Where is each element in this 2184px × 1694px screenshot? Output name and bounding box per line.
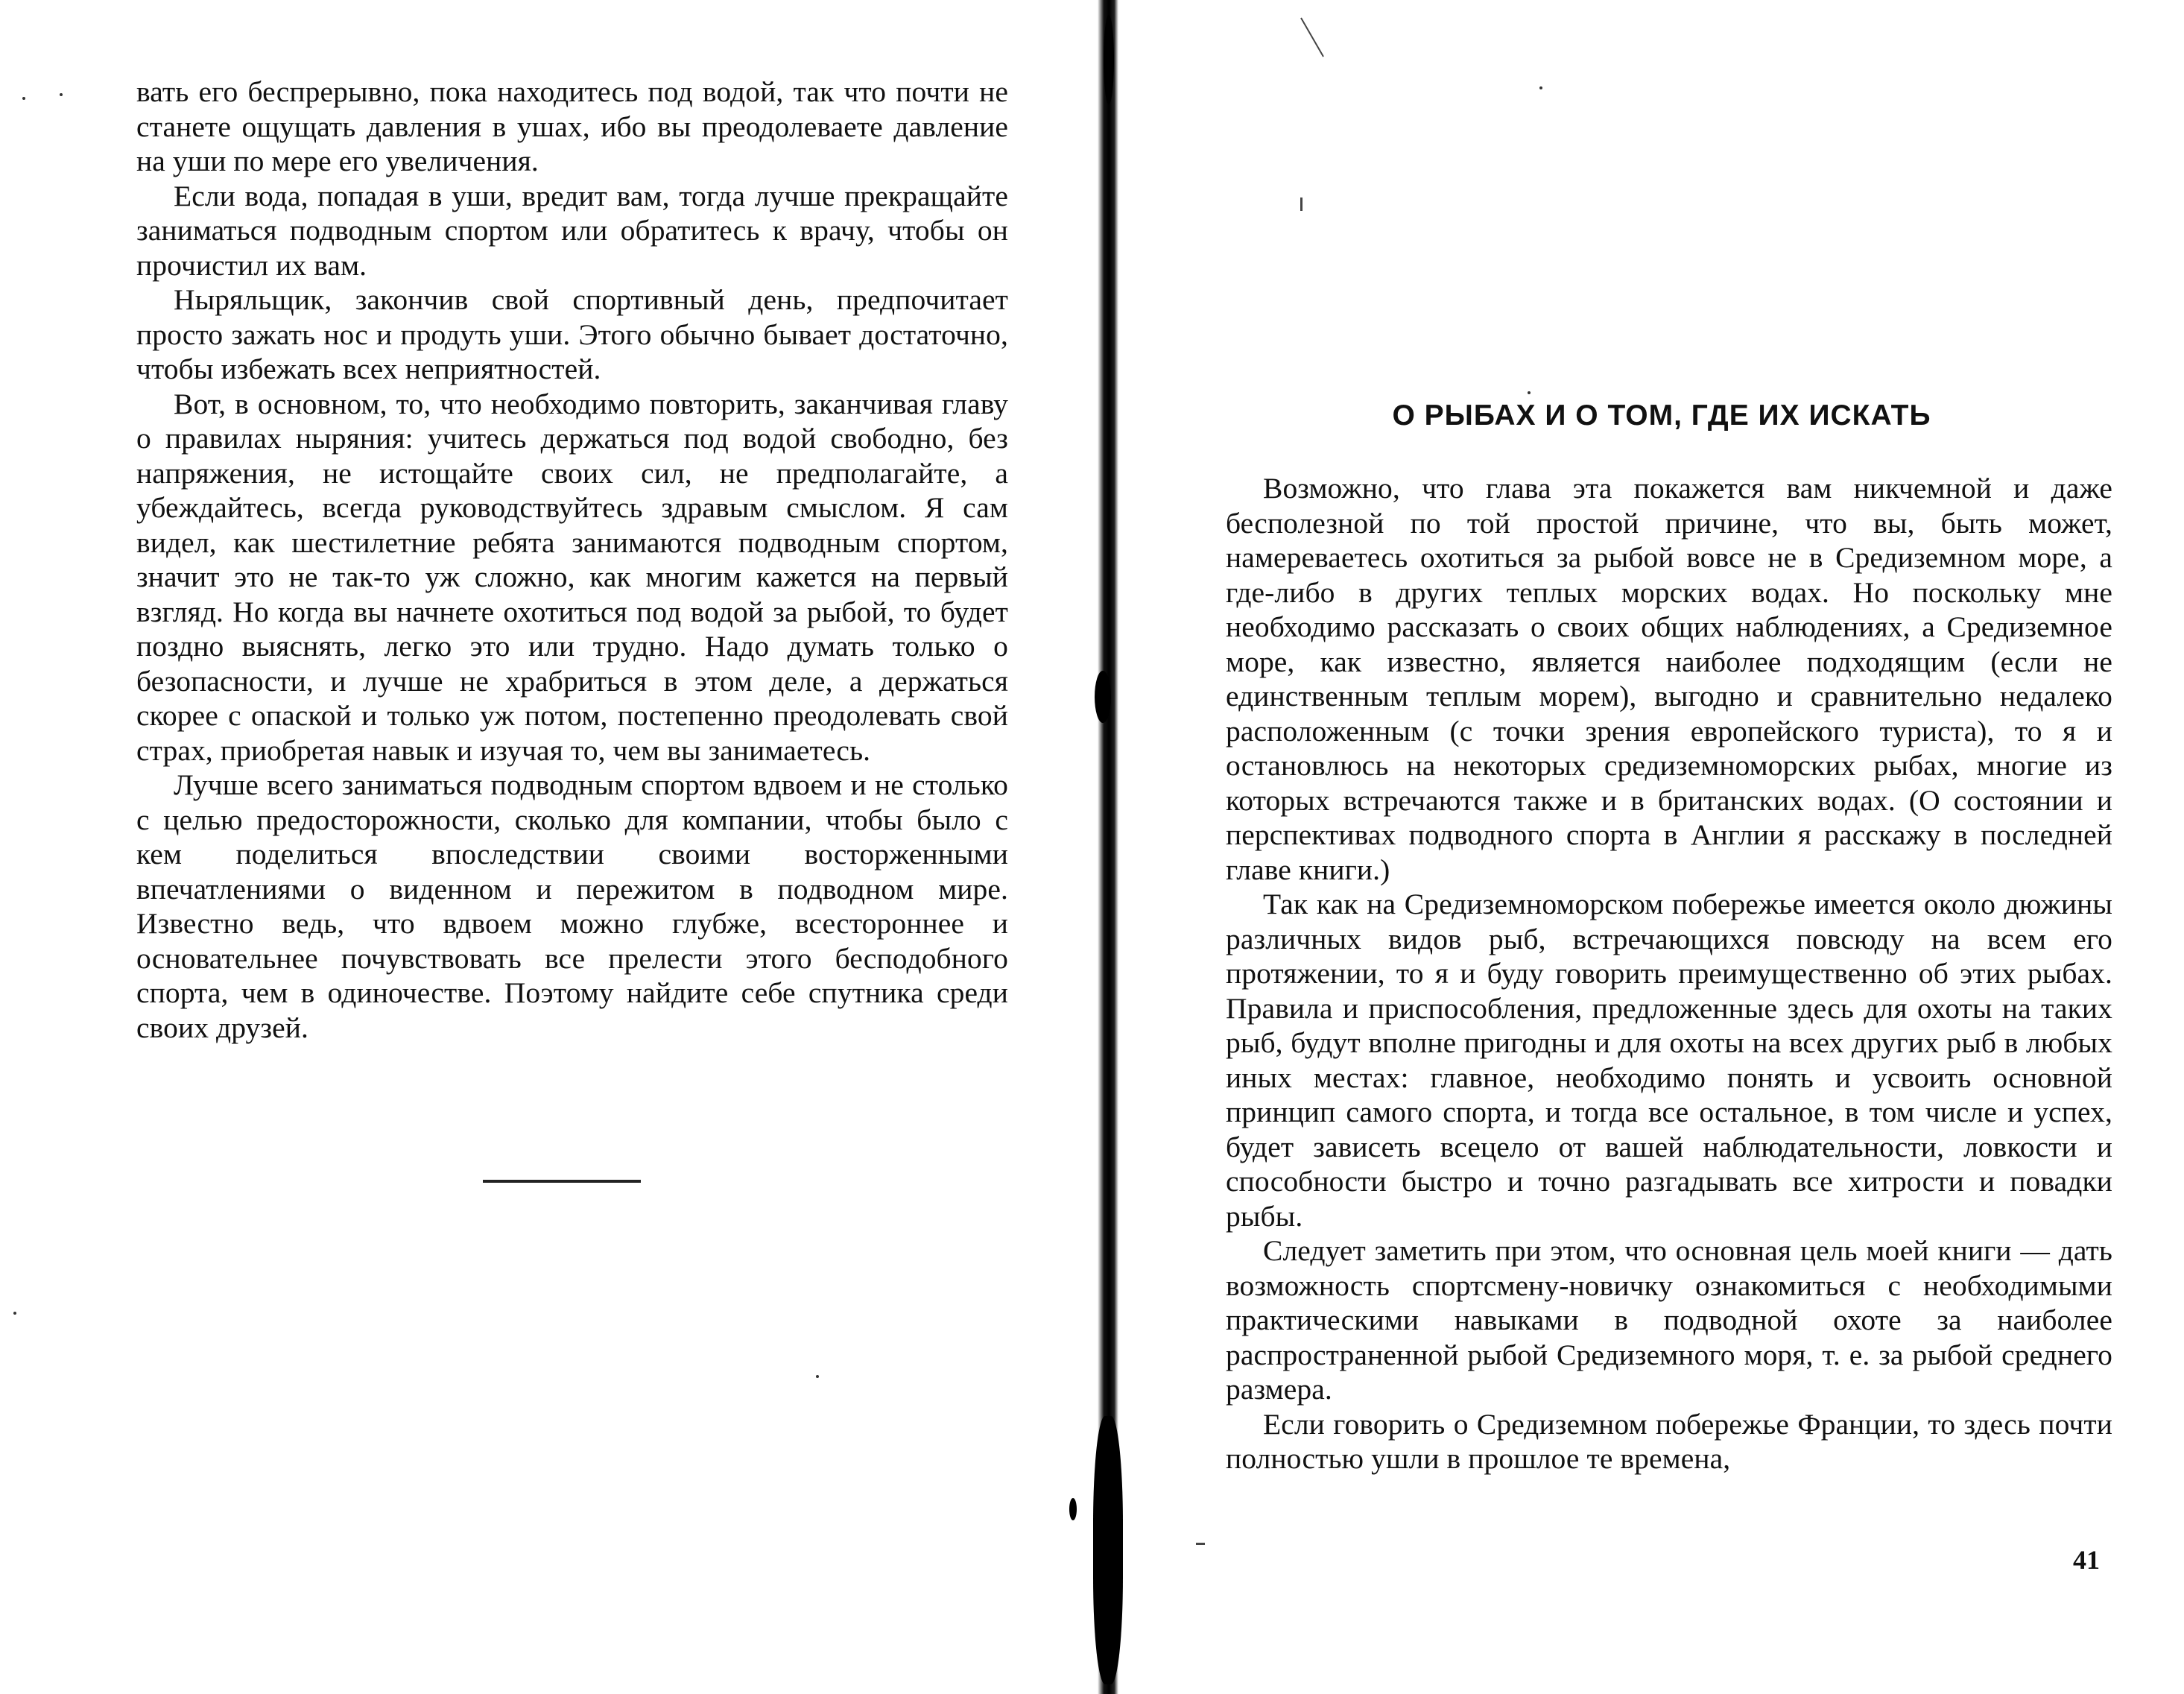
scan-speck [22, 97, 25, 100]
right-page-text [1226, 471, 2112, 1476]
scan-speck [816, 1375, 819, 1378]
scan-mark [1196, 1543, 1205, 1545]
scan-speck [60, 93, 63, 96]
chapter-title: О РЫБАХ И О ТОМ, ГДЕ ИХ ИСКАТЬ [1392, 399, 1931, 432]
paragraph: Возможно, что глава эта покажется вам никчемной и даже бесполезной по той простой причине, что вы, быть может, намереваетесь охотиться за рыбой вовсе не в Средиземном море, а где-либо в других теплых морских водах. Но поскольку мне необходимо рассказать о своих общих наблюдениях, а Средиземное море, как известно, является наиболее подходящим (если не единственным теплым морем), выгодно и сравнительно недалеко расположенным (с точки зрения европейского туриста), то я и остановлюсь на некоторых средиземноморских рыбах, многие из которых встречаются также и в британских водах. (О состоянии и перспективах подводного спорта в Англии я расскажу в последней главе книги.) [1226, 472, 2112, 886]
paragraph: Если вода, попадая в уши, вредит вам, тогда лучше прекращайте заниматься подводным спортом или обратитесь к врачу, чтобы он прочистил их вам. [136, 179, 1008, 282]
scan-artifact [1093, 1416, 1123, 1684]
paragraph: Если говорить о Средиземном побережье Франции, то здесь почти полностью ушли в прошлое те времена, [1226, 1407, 2112, 1475]
paragraph: Следует заметить при этом, что основная цель моей книги — дать возможность спортсмену-новичку ознакомиться с необходимыми практическими навыками в подводной охоте за наиболее распространенной рыбой Средиземного моря, т. е. за рыбой среднего размера. [1226, 1234, 2112, 1406]
paragraph: Ныряльщик, закончив свой спортивный день, предпочитает просто зажать нос и продуть уши. Этого обычно бывает достаточно, чтобы избежать всех неприятностей. [136, 283, 1008, 385]
section-end-rule [483, 1180, 641, 1183]
scan-speck [13, 1312, 16, 1315]
paragraph: Лучше всего заниматься подводным спортом вдвоем и не столько с целью предосторожности, сколько для компании, чтобы было с кем поделиться впоследствии своими восторженными впечатлениями о виденном и пережитом в подводном мире. Известно ведь, что вдвоем можно глубже, всестороннее и основательнее почувствовать все прелести этого бесподобного спорта, чем в одиночестве. Поэтому найдите себе спутника среди своих друзей. [136, 768, 1008, 1044]
scan-speck [1539, 86, 1542, 89]
page-number: 41 [2073, 1545, 2100, 1575]
left-page-text [136, 75, 1008, 1045]
paragraph: вать его беспрерывно, пока находитесь под водой, так что почти не станете ощущать давления в ушах, ибо вы преодолеваете давление на уши по мере его увеличения. [136, 75, 1008, 177]
left-page [0, 0, 1073, 1694]
scan-artifact [1095, 671, 1111, 723]
paragraph: Вот, в основном, то, что необходимо повторить, заканчивая главу о правилах ныряния: учитесь держаться под водой свободно, без напряжения, не истощайте своих сил, не предполагайте, а убеждайтесь, всегда руководствуйтесь здравым смыслом. Я сам видел, как шестилетние ребята занимаются подводным спортом, значит это не так-то уж сложно, как многим кажется на первый взгляд. Но когда вы начнете охотиться под водой за рыбой, то будет поздно выяснять, легко это или трудно. Надо думать только о безопасности, и лучше не храбриться в этом деле, а держаться скорее с опаской и только уж потом, постепенно преодолевать свой страх, приобретая навык и изучая то, чем вы занимаетесь. [136, 387, 1008, 767]
scan-speck [1528, 391, 1531, 394]
scan-mark [1300, 197, 1303, 211]
scan-artifact [1104, 15, 1114, 104]
paragraph: Так как на Средиземноморском побережье имеется около дюжины различных видов рыб, встречающихся повсюду на всем его протяжении, то я и буду говорить преимущественно об этих рыбах. Правила и приспособления, предложенные здесь для охоты на таких рыб, будут вполне пригодны и для охоты на всех других рыб в любых иных местах: главное, необходимо понять и усвоить основной принцип самого спорта, и тогда все остальное, в том числе и успех, будет зависеть всецело от вашей наблюдательности, ловкости и способности быстро и точно разгадывать все хитрости и повадки рыбы. [1226, 888, 2112, 1233]
scan-artifact [1069, 1498, 1077, 1520]
